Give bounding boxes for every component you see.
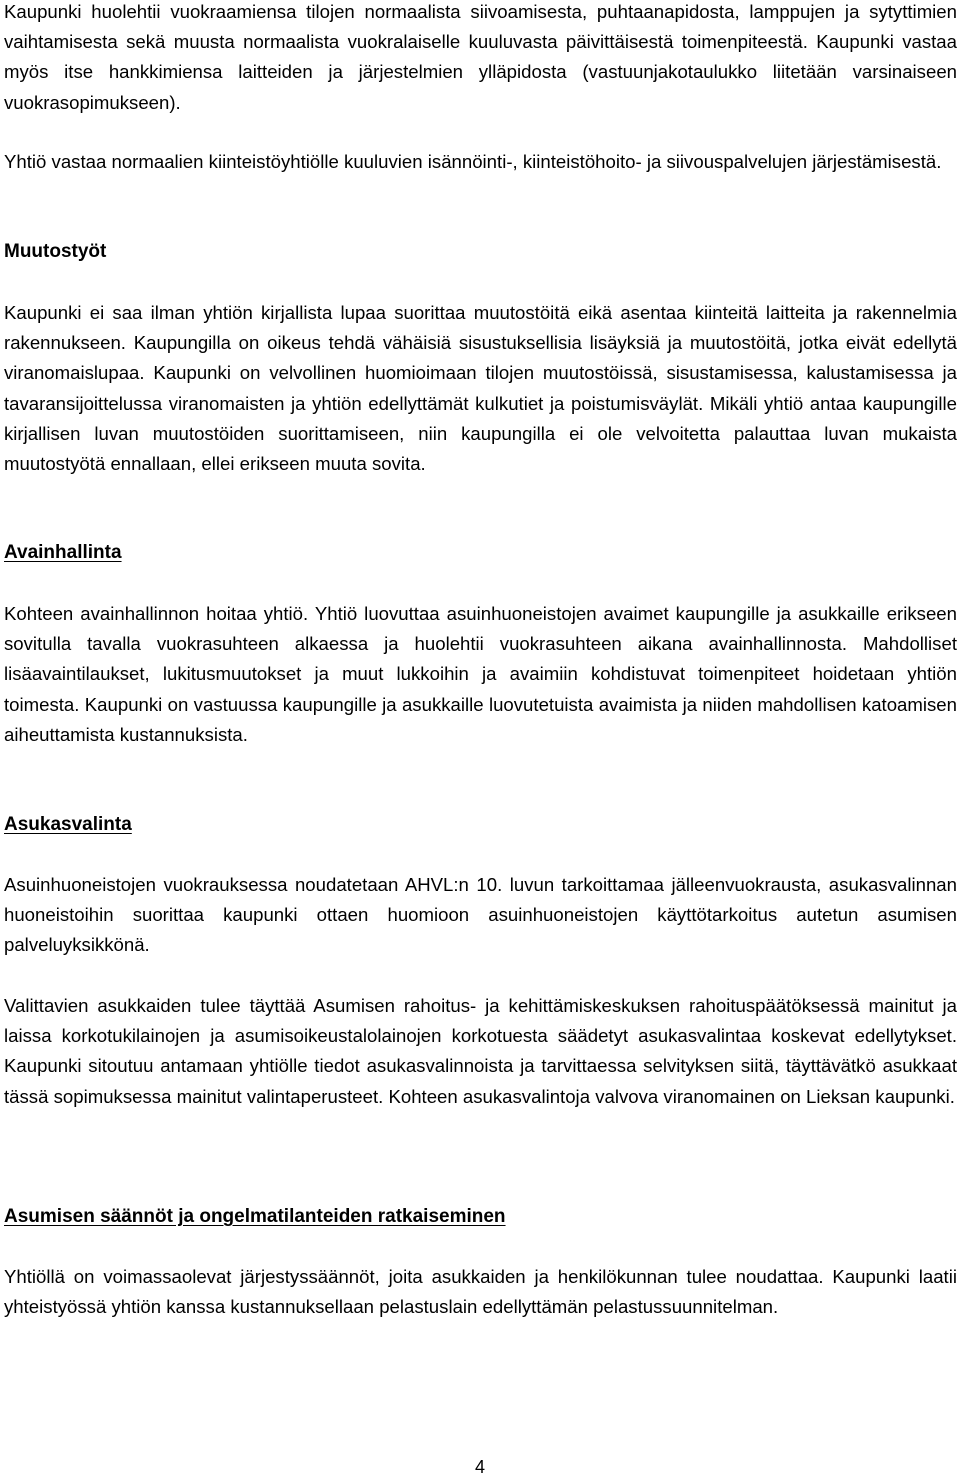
- paragraph-asukasvalinta-1: Asuinhuoneistojen vuokrauksessa noudatetaan AHVL:n 10. luvun tarkoittamaa jälleenvuokrausta, asukasvalinnan huoneistoihin suorittaa kaupunki ottaen huomioon asuinhuoneistojen käyttötarkoitus autetun asumisen palveluyksikkönä.: [4, 874, 957, 956]
- heading-avainhallinta: Avainhallinta: [4, 542, 122, 563]
- paragraph-maintenance-city: Kaupunki huolehtii vuokraamiensa tilojen normaalista siivoamisesta, puhtaanapidosta, lamppujen ja sytyttimien vaihtamisesta sekä muusta normaalista vuokralaiselle kuuluvasta päivittäisestä toimenpiteestä. Kaupunki vastaa myös itse hankkimiensa laitteiden ja järjestelmien ylläpidosta (vastuunjakotaulukko liitetään varsinaiseen vuokrasopimukseen).: [4, 1, 957, 113]
- heading-asukasvalinta: Asukasvalinta: [4, 814, 132, 835]
- paragraph-asumisen-saannot: Yhtiöllä on voimassaolevat järjestyssäännöt, joita asukkaiden ja henkilökunnan tulee noudattaa. Kaupunki laatii yhteistyössä yhtiön kanssa kustannuksellaan pelastuslain edellyttämän pelastussuunnitelman.: [4, 1266, 957, 1318]
- paragraph-avainhallinta: Kohteen avainhallinnon hoitaa yhtiö. Yhtiö luovuttaa asuinhuoneistojen avaimet kaupungille ja asukkaille erikseen sovitulla tavalla vuokrasuhteen alkaessa ja huolehtii vuokrasuhteen aikana avainhallinnosta. Mahdolliset lisäavaintilaukset, lukitusmuutokset ja muut lukkoihin ja avaimiin kohdistuvat toimenpiteet hoidetaan yhtiön toimesta. Kaupunki on vastuussa kaupungille ja asukkaille luovutetuista avaimista ja niiden mahdollisen katoamisen aiheuttamista kustannuksista.: [4, 603, 957, 745]
- paragraph-muutostyot: Kaupunki ei saa ilman yhtiön kirjallista lupaa suorittaa muutostöitä eikä asentaa kiinteitä laitteita ja rakennelmia rakennukseen. Kaupungilla on oikeus tehdä vähäisiä sisustuksellisia lisäyksiä ja muutostöitä, jotka eivät edellytä viranomaislupaa. Kaupunki on velvollinen huomioimaan tilojen muutostöissä, sisustamisessa, kalustamisessa ja tavaransijoittelussa viranomaisten ja yhtiön edellyttämät kulkutiet ja poistumisväylät. Mikäli yhtiö antaa kaupungille kirjallisen luvan muutostöiden suorittamiseen, niin kaupungilla ei ole velvoitetta palauttaa luvan mukaista muutostyötä ennallaan, ellei erikseen muuta sovita.: [4, 302, 957, 475]
- heading-muutostyot: Muutostyöt: [4, 241, 107, 262]
- paragraph-maintenance-company: Yhtiö vastaa normaalien kiinteistöyhtiölle kuuluvien isännöinti-, kiinteistöhoito- ja siivouspalvelujen järjestämisestä.: [4, 151, 942, 172]
- heading-asumisen-saannot: Asumisen säännöt ja ongelmatilanteiden ratkaiseminen: [4, 1206, 506, 1227]
- paragraph-asukasvalinta-2: Valittavien asukkaiden tulee täyttää Asumisen rahoitus- ja kehittämiskeskuksen rahoituspäätöksessä mainitut ja laissa korkotukilainojen ja asumisoikeustalolainojen korkotuesta säädetyt asukasvalintaa koskevat edellytykset. Kaupunki sitoutuu antamaan yhtiölle tiedot asukasvalinnoista ja tarvittaessa selvityksen siitä, täyttävätkö asukkaat tässä sopimuksessa mainitut valintaperusteet. Kohteen asukasvalintoja valvova viranomainen on Lieksan kaupunki.: [4, 995, 957, 1107]
- page-number: 4: [474, 1457, 485, 1477]
